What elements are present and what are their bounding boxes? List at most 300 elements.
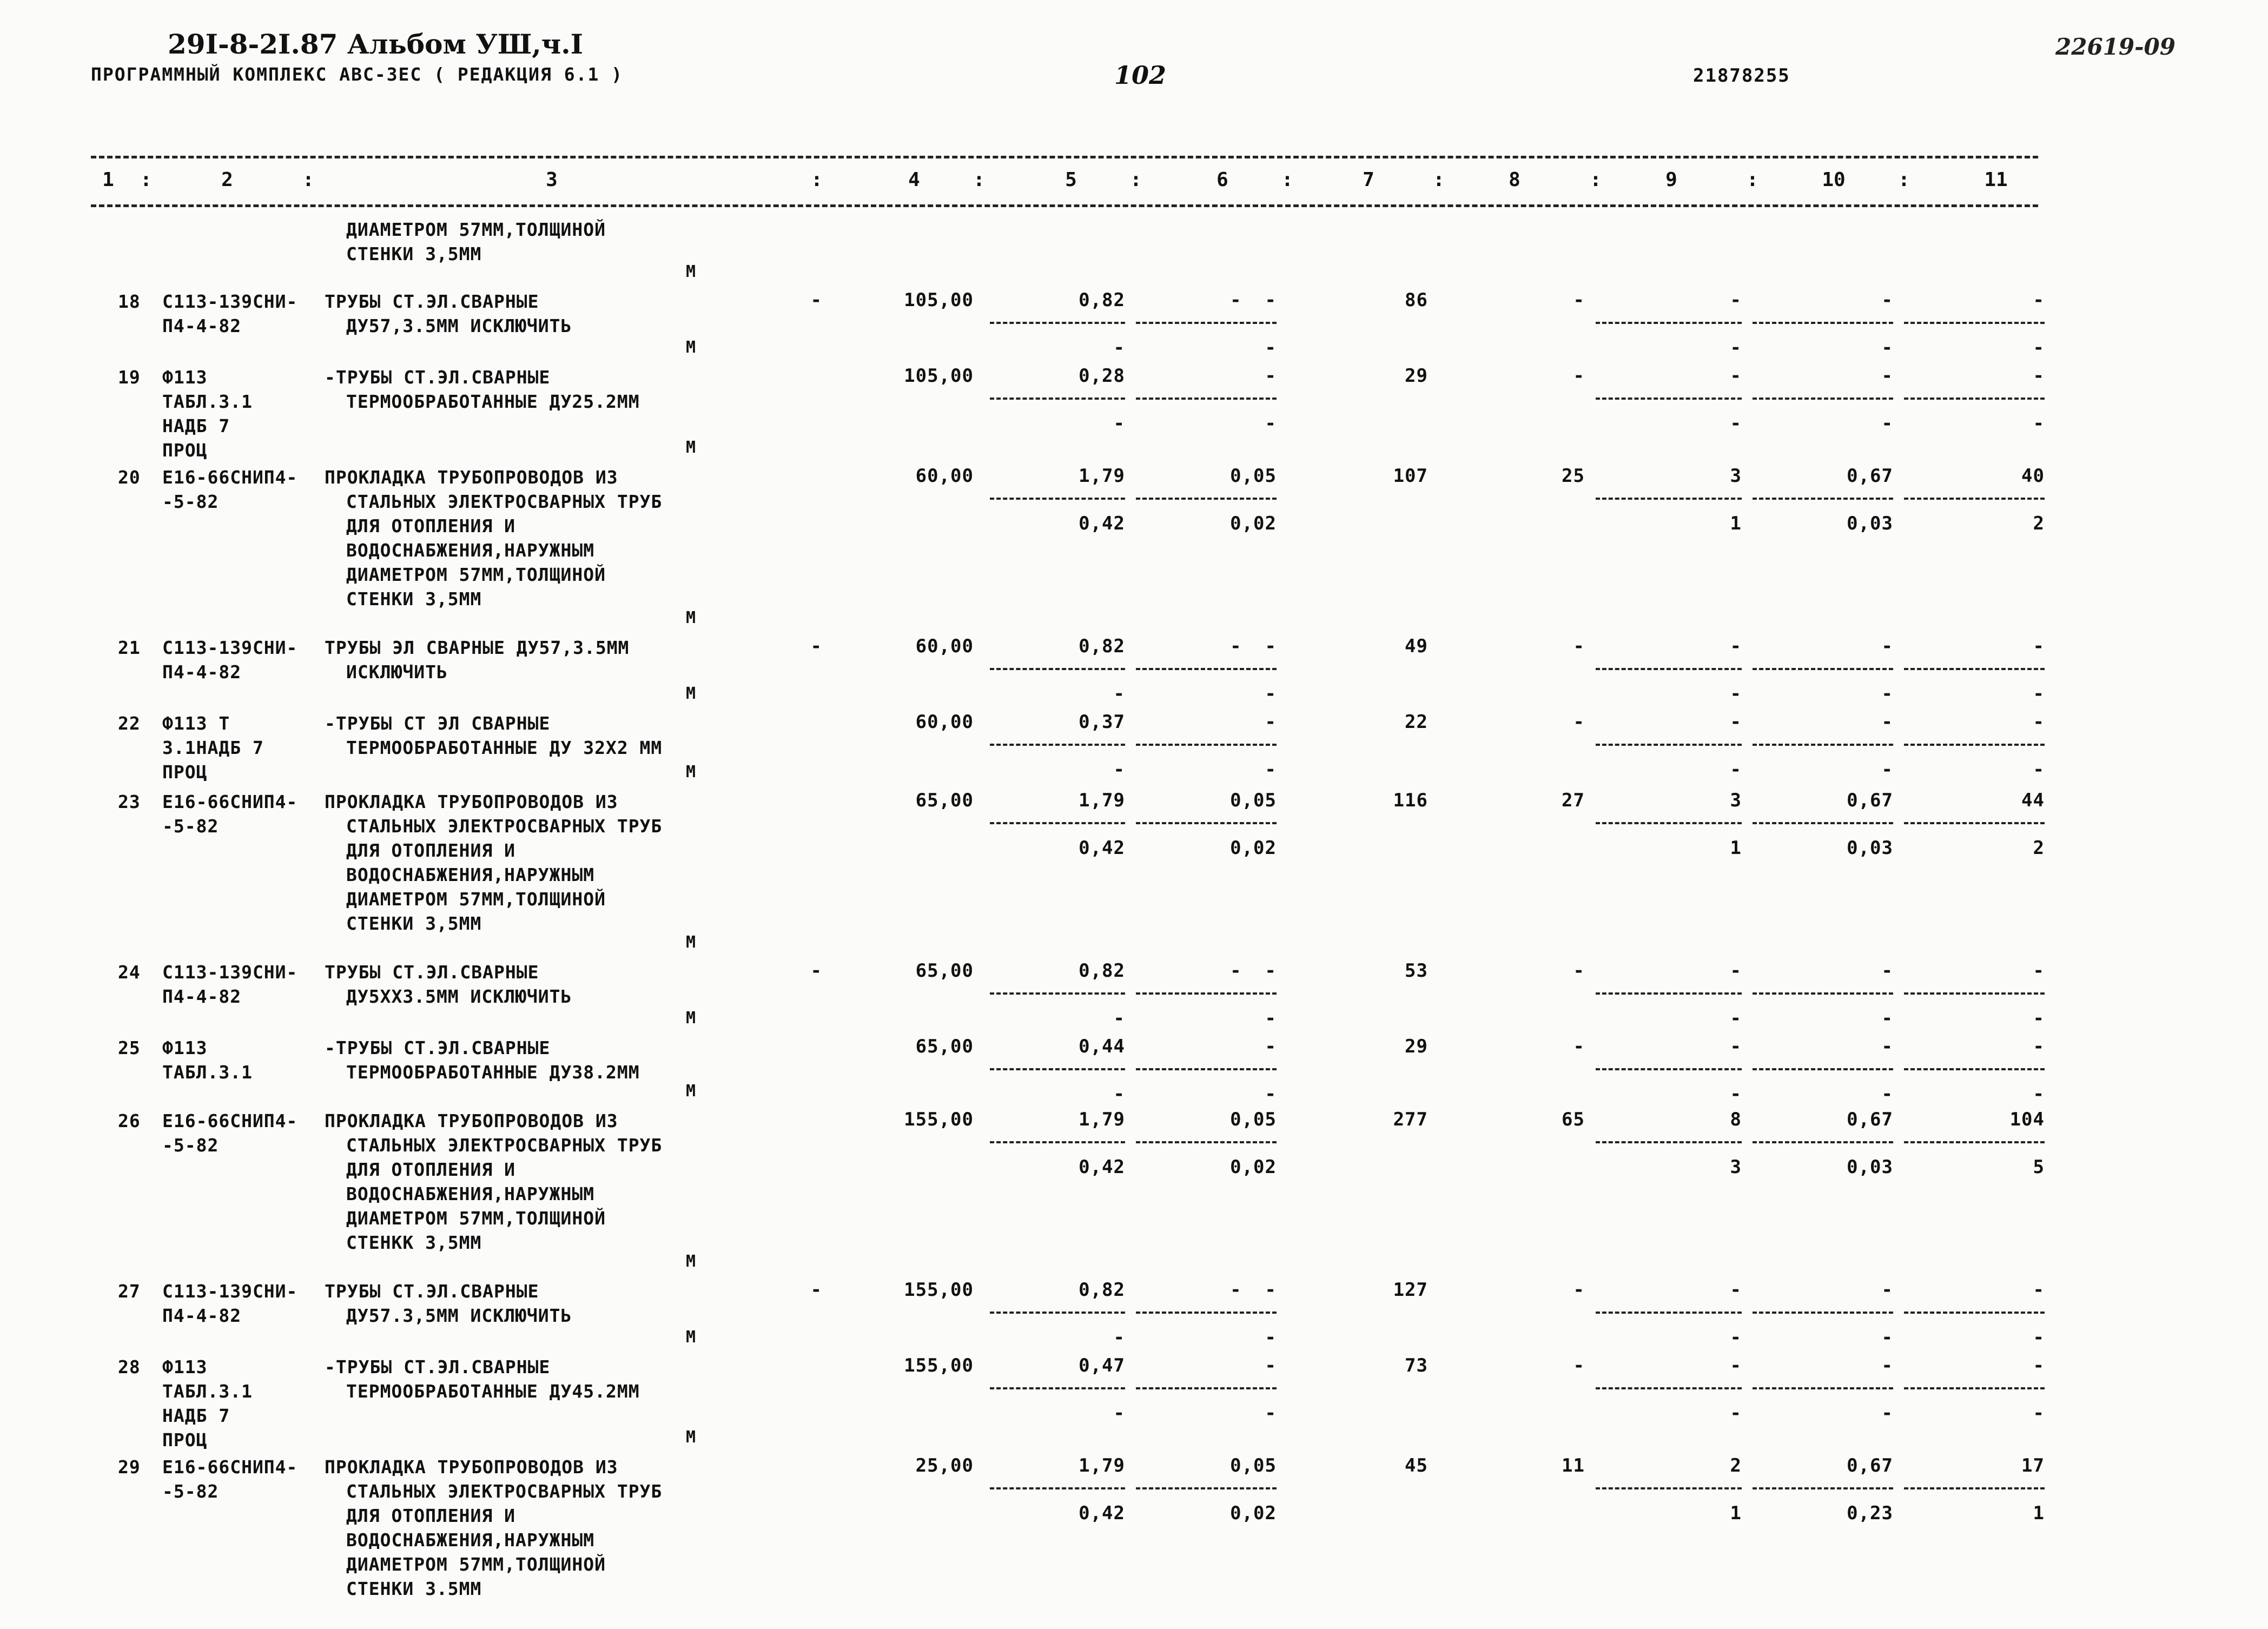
row-number: 29 — [118, 1456, 141, 1478]
row-code-line: С113-139СНИ- — [162, 1281, 298, 1302]
row-number: 26 — [118, 1110, 141, 1131]
row-code-line: П4-4-82 — [162, 661, 242, 683]
col-9-upper: - — [1730, 1036, 1742, 1057]
col-11-upper: - — [2033, 1279, 2045, 1301]
col-10-upper: - — [1881, 960, 1893, 982]
col-6-upper: 0,05 — [1230, 1455, 1277, 1476]
fraction-divider — [1904, 322, 2045, 324]
row-name-line: -ТРУБЫ СТ.ЭЛ.СВАРНЫЕ — [325, 1356, 551, 1378]
col-4-quantity: 60,00 — [915, 711, 974, 733]
col-7-value: 107 — [1393, 465, 1428, 487]
fraction-divider — [1136, 1487, 1277, 1489]
col-10-upper: - — [1881, 289, 1893, 311]
col-5-upper: 0,47 — [1079, 1355, 1125, 1376]
col-10-lower: 0,03 — [1847, 837, 1893, 859]
col-10-lower: - — [1881, 1402, 1893, 1424]
row-name-line: -ТРУБЫ СТ.ЭЛ.СВАРНЫЕ — [325, 367, 551, 388]
col-9-upper: 3 — [1730, 465, 1742, 487]
row-name-line: СТЕНКИ 3,5ММ — [346, 588, 482, 610]
row-code-line: Ф113 — [162, 1356, 208, 1378]
col-11-upper: - — [2033, 711, 2045, 733]
row-code-line: ПРОЦ — [162, 761, 208, 783]
col-8-value: 65 — [1562, 1109, 1585, 1130]
col-8-value: - — [1573, 960, 1585, 982]
col-5-lower: - — [1113, 1402, 1125, 1424]
col-6-lower: - — [1265, 1327, 1277, 1348]
col-9-lower: - — [1730, 1008, 1742, 1029]
col-6-lower: 0,02 — [1230, 1156, 1277, 1178]
fraction-divider — [1596, 498, 1742, 500]
col-9-lower: 3 — [1730, 1156, 1742, 1178]
col-7-value: 277 — [1393, 1109, 1428, 1130]
col-4-quantity: 155,00 — [904, 1279, 974, 1301]
col-10-upper: - — [1881, 711, 1893, 733]
row-name-line: ТРУБЫ СТ.ЭЛ.СВАРНЫЕ — [325, 1281, 539, 1302]
continuation-line-2: СТЕНКИ 3,5ММ — [346, 243, 482, 264]
column-header-10: 10 — [1822, 169, 1846, 191]
unit-marker: М — [686, 1328, 696, 1347]
column-header-9: 9 — [1665, 169, 1677, 191]
col-4-quantity: 105,00 — [904, 365, 974, 387]
fraction-divider — [1753, 398, 1893, 400]
fraction-divider — [1596, 668, 1742, 670]
unit-marker: М — [686, 684, 696, 703]
row-code-line: Ф113 Т — [162, 713, 230, 734]
row-name-line: ТЕРМООБРАБОТАННЫЕ ДУ25.2ММ — [346, 391, 640, 412]
col-11-lower: - — [2033, 337, 2045, 359]
col-11-lower: 2 — [2033, 513, 2045, 534]
fraction-divider — [1596, 744, 1742, 746]
col-10-lower: 0,03 — [1847, 513, 1893, 534]
row-code-line: С113-139СНИ- — [162, 291, 298, 312]
col-5-lower: - — [1113, 759, 1125, 780]
fraction-divider — [1136, 1312, 1277, 1314]
col-6-lower: - — [1265, 413, 1277, 434]
row-name-line: ТРУБЫ ЭЛ СВАРНЫЕ ДУ57,3.5ММ — [325, 637, 630, 658]
col-3-value: - — [810, 289, 822, 311]
col-7-value: 116 — [1393, 790, 1428, 811]
column-separator: : — [811, 169, 823, 191]
col-6-lower: - — [1265, 337, 1277, 359]
unit-marker: М — [686, 438, 696, 457]
col-11-lower: - — [2033, 683, 2045, 705]
col-8-value: 11 — [1562, 1455, 1585, 1476]
row-number: 20 — [118, 467, 141, 488]
column-separator: : — [1433, 169, 1445, 191]
col-4-quantity: 65,00 — [915, 790, 974, 811]
col-5-lower: 0,42 — [1079, 1502, 1125, 1524]
row-code-line: П4-4-82 — [162, 1305, 242, 1326]
col-10-upper: - — [1881, 635, 1893, 657]
col-9-lower: - — [1730, 683, 1742, 705]
fraction-divider — [990, 744, 1125, 746]
col-8-value: - — [1573, 635, 1585, 657]
row-name-line: ВОДОСНАБЖЕНИЯ,НАРУЖНЫМ — [346, 864, 595, 885]
col-5-upper: 1,79 — [1079, 1455, 1125, 1476]
row-name-line: СТАЛЬНЫХ ЭЛЕКТРОСВАРНЫХ ТРУБ — [346, 1135, 663, 1156]
col-4-quantity: 155,00 — [904, 1109, 974, 1130]
row-name-line: ВОДОСНАБЖЕНИЯ,НАРУЖНЫМ — [346, 1183, 595, 1204]
col-5-upper: 0,44 — [1079, 1036, 1125, 1057]
row-code-line: -5-82 — [162, 491, 219, 512]
fraction-divider — [990, 1141, 1125, 1143]
col-11-upper: - — [2033, 635, 2045, 657]
col-9-upper: - — [1730, 635, 1742, 657]
fraction-divider — [1753, 1387, 1893, 1389]
row-name-line: СТЕНКИ 3,5ММ — [346, 913, 482, 934]
fraction-divider — [1753, 1141, 1893, 1143]
row-name-line: ДЛЯ ОТОПЛЕНИЯ И — [346, 840, 516, 861]
column-header-4: 4 — [908, 169, 920, 191]
col-10-upper: - — [1881, 1279, 1893, 1301]
row-name-line: ИСКЛЮЧИТЬ — [346, 661, 448, 683]
row-number: 27 — [118, 1281, 141, 1302]
col-9-lower: - — [1730, 759, 1742, 780]
col-11-lower: - — [2033, 759, 2045, 780]
col-5-upper: 0,37 — [1079, 711, 1125, 733]
row-name-line: ДУ57,3.5ММ ИСКЛЮЧИТЬ — [346, 315, 572, 336]
row-name-line: ПРОКЛАДКА ТРУБОПРОВОДОВ ИЗ — [325, 1456, 618, 1478]
column-header-2: 2 — [221, 169, 233, 191]
fraction-divider — [1753, 822, 1893, 824]
col-6-lower: 0,02 — [1230, 1502, 1277, 1524]
col-4-quantity: 25,00 — [915, 1455, 974, 1476]
col-9-lower: 1 — [1730, 1502, 1742, 1524]
col-6-lower: - — [1265, 1402, 1277, 1424]
handwritten-stamp: 22619-09 — [2055, 34, 2176, 60]
col-7-value: 49 — [1405, 635, 1428, 657]
col-5-upper: 0,82 — [1079, 289, 1125, 311]
fraction-divider — [1596, 1312, 1742, 1314]
row-code-line: -5-82 — [162, 816, 219, 837]
fraction-divider — [1753, 1487, 1893, 1489]
col-6-lower: - — [1265, 759, 1277, 780]
col-6-lower: - — [1265, 1008, 1277, 1029]
col-10-upper: - — [1881, 365, 1893, 387]
col-11-lower: - — [2033, 413, 2045, 434]
fraction-divider — [1596, 1141, 1742, 1143]
fraction-divider — [1904, 1312, 2045, 1314]
row-number: 18 — [118, 291, 141, 312]
col-6-lower: 0,02 — [1230, 837, 1277, 859]
row-name-line: ДИАМЕТРОМ 57ММ,ТОЛЩИНОЙ — [346, 1554, 606, 1575]
col-11-upper: 44 — [2021, 790, 2045, 811]
col-9-upper: - — [1730, 711, 1742, 733]
col-3-value: - — [810, 960, 822, 982]
row-code-line: Е16-66СНИП4- — [162, 467, 298, 488]
col-8-value: 27 — [1562, 790, 1585, 811]
fraction-divider — [1596, 822, 1742, 824]
unit-marker: М — [686, 763, 696, 782]
row-code-line: НАДБ 7 — [162, 1405, 230, 1426]
row-code-line: ТАБЛ.3.1 — [162, 1381, 253, 1402]
fraction-divider — [1753, 322, 1893, 324]
row-name-line: ПРОКЛАДКА ТРУБОПРОВОДОВ ИЗ — [325, 467, 618, 488]
row-name-line: ДИАМЕТРОМ 57ММ,ТОЛЩИНОЙ — [346, 1208, 606, 1229]
col-11-lower: - — [2033, 1008, 2045, 1029]
row-name-line: ВОДОСНАБЖЕНИЯ,НАРУЖНЫМ — [346, 540, 595, 561]
fraction-divider — [1904, 1387, 2045, 1389]
col-11-upper: - — [2033, 289, 2045, 311]
row-code-line: С113-139СНИ- — [162, 637, 298, 658]
column-separator: : — [1281, 169, 1293, 191]
col-5-lower: 0,42 — [1079, 837, 1125, 859]
fraction-divider — [1904, 1141, 2045, 1143]
fraction-divider — [1904, 992, 2045, 995]
col-5-upper: 1,79 — [1079, 790, 1125, 811]
col-6-upper: - - — [1230, 1279, 1277, 1301]
col-6-upper: - - — [1230, 960, 1277, 982]
row-name-line: ТРУБЫ СТ.ЭЛ.СВАРНЫЕ — [325, 291, 539, 312]
col-7-value: 127 — [1393, 1279, 1428, 1301]
fraction-divider — [1136, 992, 1277, 995]
album-title: 29I-8-2I.87 Альбом УШ,ч.I — [168, 28, 584, 60]
unit-marker: М — [686, 933, 696, 952]
col-9-lower: - — [1730, 1083, 1742, 1105]
table-top-rule — [91, 156, 2038, 158]
row-name-line: ДЛЯ ОТОПЛЕНИЯ И — [346, 1159, 516, 1180]
col-10-lower: - — [1881, 1327, 1893, 1348]
col-9-upper: - — [1730, 1279, 1742, 1301]
row-code-line: С113-139СНИ- — [162, 962, 298, 983]
fraction-divider — [990, 398, 1125, 400]
col-10-lower: - — [1881, 683, 1893, 705]
unit-marker: М — [686, 1082, 696, 1101]
col-8-value: 25 — [1562, 465, 1585, 487]
col-9-upper: - — [1730, 289, 1742, 311]
fraction-divider — [1136, 398, 1277, 400]
fraction-divider — [1753, 1068, 1893, 1070]
col-10-upper: 0,67 — [1847, 1109, 1893, 1130]
col-8-value: - — [1573, 711, 1585, 733]
fraction-divider — [990, 1068, 1125, 1070]
col-6-upper: - - — [1230, 289, 1277, 311]
column-separator: : — [1898, 169, 1910, 191]
col-6-upper: - — [1265, 1036, 1277, 1057]
col-7-value: 73 — [1405, 1355, 1428, 1376]
col-11-lower: 2 — [2033, 837, 2045, 859]
col-11-lower: - — [2033, 1327, 2045, 1348]
col-11-upper: - — [2033, 1355, 2045, 1376]
col-8-value: - — [1573, 365, 1585, 387]
col-9-upper: - — [1730, 365, 1742, 387]
fraction-divider — [1753, 668, 1893, 670]
col-6-lower: 0,02 — [1230, 513, 1277, 534]
column-separator: : — [973, 169, 985, 191]
col-8-value: - — [1573, 289, 1585, 311]
row-code-line: 3.1НАДБ 7 — [162, 737, 264, 758]
col-4-quantity: 105,00 — [904, 289, 974, 311]
col-7-value: 29 — [1405, 1036, 1428, 1057]
fraction-divider — [1596, 1487, 1742, 1489]
unit-marker: М — [686, 262, 696, 281]
col-9-upper: - — [1730, 1355, 1742, 1376]
col-5-upper: 1,79 — [1079, 465, 1125, 487]
fraction-divider — [1753, 992, 1893, 995]
fraction-divider — [1136, 744, 1277, 746]
col-7-value: 53 — [1405, 960, 1428, 982]
row-name-line: ТЕРМООБРАБОТАННЫЕ ДУ38.2ММ — [346, 1062, 640, 1083]
fraction-divider — [990, 668, 1125, 670]
col-4-quantity: 60,00 — [915, 465, 974, 487]
fraction-divider — [990, 822, 1125, 824]
col-10-upper: 0,67 — [1847, 1455, 1893, 1476]
row-number: 25 — [118, 1037, 141, 1058]
col-6-upper: 0,05 — [1230, 465, 1277, 487]
row-name-line: ПРОКЛАДКА ТРУБОПРОВОДОВ ИЗ — [325, 1110, 618, 1131]
col-10-lower: 0,23 — [1847, 1502, 1893, 1524]
fraction-divider — [990, 1387, 1125, 1389]
col-5-lower: - — [1113, 1327, 1125, 1348]
col-5-lower: - — [1113, 1083, 1125, 1105]
column-separator: : — [1747, 169, 1758, 191]
col-10-upper: - — [1881, 1355, 1893, 1376]
col-5-lower: - — [1113, 1008, 1125, 1029]
column-header-7: 7 — [1363, 169, 1374, 191]
fraction-divider — [1596, 398, 1742, 400]
fraction-divider — [1596, 1387, 1742, 1389]
row-name-line: ДИАМЕТРОМ 57ММ,ТОЛЩИНОЙ — [346, 564, 606, 585]
col-10-upper: 0,67 — [1847, 790, 1893, 811]
col-5-lower: - — [1113, 337, 1125, 359]
row-code-line: П4-4-82 — [162, 986, 242, 1007]
col-10-upper: 0,67 — [1847, 465, 1893, 487]
document-number: 21878255 — [1693, 65, 1790, 87]
fraction-divider — [1596, 992, 1742, 995]
continuation-line-1: ДИАМЕТРОМ 57ММ,ТОЛЩИНОЙ — [346, 219, 606, 240]
fraction-divider — [1753, 1312, 1893, 1314]
col-9-upper: 8 — [1730, 1109, 1742, 1130]
col-7-value: 22 — [1405, 711, 1428, 733]
col-9-lower: - — [1730, 1327, 1742, 1348]
col-8-value: - — [1573, 1036, 1585, 1057]
unit-marker: М — [686, 1428, 696, 1447]
table-header-rule — [91, 204, 2038, 207]
col-8-value: - — [1573, 1355, 1585, 1376]
fraction-divider — [1136, 1141, 1277, 1143]
col-11-upper: 40 — [2021, 465, 2045, 487]
col-11-lower: - — [2033, 1402, 2045, 1424]
row-name-line: СТАЛЬНЫХ ЭЛЕКТРОСВАРНЫХ ТРУБ — [346, 491, 663, 512]
col-3-value: - — [810, 635, 822, 657]
col-6-upper: - — [1265, 1355, 1277, 1376]
col-10-lower: - — [1881, 1083, 1893, 1105]
col-10-lower: - — [1881, 759, 1893, 780]
col-4-quantity: 60,00 — [915, 635, 974, 657]
col-9-upper: 2 — [1730, 1455, 1742, 1476]
fraction-divider — [990, 1487, 1125, 1489]
col-10-upper: - — [1881, 1036, 1893, 1057]
unit-marker: М — [686, 1252, 696, 1271]
column-header-3: 3 — [546, 169, 558, 191]
row-name-line: ДЛЯ ОТОПЛЕНИЯ И — [346, 515, 516, 537]
row-code-line: Ф113 — [162, 1037, 208, 1058]
col-6-lower: - — [1265, 1083, 1277, 1105]
col-5-upper: 0,82 — [1079, 960, 1125, 982]
row-name-line: ТЕРМООБРАБОТАННЫЕ ДУ45.2ММ — [346, 1381, 640, 1402]
row-code-line: ТАБЛ.3.1 — [162, 1062, 253, 1083]
col-3-value: - — [810, 1279, 822, 1301]
col-5-lower: 0,42 — [1079, 1156, 1125, 1178]
column-header-1: 1 — [102, 169, 114, 191]
row-name-line: ПРОКЛАДКА ТРУБОПРОВОДОВ ИЗ — [325, 791, 618, 812]
col-11-upper: 104 — [2009, 1109, 2045, 1130]
row-name-line: ТРУБЫ СТ.ЭЛ.СВАРНЫЕ — [325, 962, 539, 983]
row-number: 23 — [118, 791, 141, 812]
row-name-line: ВОДОСНАБЖЕНИЯ,НАРУЖНЫМ — [346, 1529, 595, 1551]
col-9-upper: - — [1730, 960, 1742, 982]
row-name-line: ДУ57.3,5ММ ИСКЛЮЧИТЬ — [346, 1305, 572, 1326]
column-header-6: 6 — [1216, 169, 1228, 191]
col-5-upper: 0,82 — [1079, 1279, 1125, 1301]
page-number: 102 — [1114, 61, 1167, 90]
row-code-line: ТАБЛ.3.1 — [162, 391, 253, 412]
row-name-line: ДУ5ХХ3.5ММ ИСКЛЮЧИТЬ — [346, 986, 572, 1007]
col-6-upper: - — [1265, 365, 1277, 387]
fraction-divider — [1904, 1068, 2045, 1070]
row-name-line: СТЕНКИ 3.5ММ — [346, 1578, 482, 1599]
fraction-divider — [990, 322, 1125, 324]
col-5-lower: - — [1113, 683, 1125, 705]
col-11-lower: 1 — [2033, 1502, 2045, 1524]
row-name-line: ДЛЯ ОТОПЛЕНИЯ И — [346, 1505, 516, 1526]
col-8-value: - — [1573, 1279, 1585, 1301]
col-7-value: 45 — [1405, 1455, 1428, 1476]
col-6-lower: - — [1265, 683, 1277, 705]
fraction-divider — [1136, 668, 1277, 670]
col-4-quantity: 65,00 — [915, 960, 974, 982]
col-9-lower: - — [1730, 413, 1742, 434]
col-5-upper: 0,82 — [1079, 635, 1125, 657]
row-code-line: Е16-66СНИП4- — [162, 1110, 298, 1131]
row-name-line: СТЕНКК 3,5ММ — [346, 1232, 482, 1253]
row-name-line: СТАЛЬНЫХ ЭЛЕКТРОСВАРНЫХ ТРУБ — [346, 1481, 663, 1502]
fraction-divider — [1136, 322, 1277, 324]
column-separator: : — [140, 169, 152, 191]
col-11-lower: 5 — [2033, 1156, 2045, 1178]
column-header-5: 5 — [1065, 169, 1077, 191]
col-7-value: 29 — [1405, 365, 1428, 387]
col-5-lower: - — [1113, 413, 1125, 434]
row-number: 28 — [118, 1356, 141, 1378]
col-11-upper: - — [2033, 1036, 2045, 1057]
fraction-divider — [1596, 322, 1742, 324]
column-header-11: 11 — [1984, 169, 2008, 191]
fraction-divider — [1904, 1487, 2045, 1489]
column-separator: : — [1590, 169, 1602, 191]
col-6-upper: - - — [1230, 635, 1277, 657]
col-6-upper: 0,05 — [1230, 790, 1277, 811]
row-number: 21 — [118, 637, 141, 658]
fraction-divider — [1136, 1387, 1277, 1389]
fraction-divider — [990, 498, 1125, 500]
row-number: 19 — [118, 367, 141, 388]
column-separator: : — [302, 169, 314, 191]
row-code-line: Ф113 — [162, 367, 208, 388]
col-9-lower: 1 — [1730, 513, 1742, 534]
column-header-8: 8 — [1509, 169, 1520, 191]
fraction-divider — [1136, 822, 1277, 824]
col-4-quantity: 155,00 — [904, 1355, 974, 1376]
col-10-lower: 0,03 — [1847, 1156, 1893, 1178]
fraction-divider — [1753, 498, 1893, 500]
unit-marker: М — [686, 1009, 696, 1028]
fraction-divider — [1904, 744, 2045, 746]
col-11-lower: - — [2033, 1083, 2045, 1105]
fraction-divider — [1904, 498, 2045, 500]
col-10-lower: - — [1881, 337, 1893, 359]
row-code-line: -5-82 — [162, 1481, 219, 1502]
